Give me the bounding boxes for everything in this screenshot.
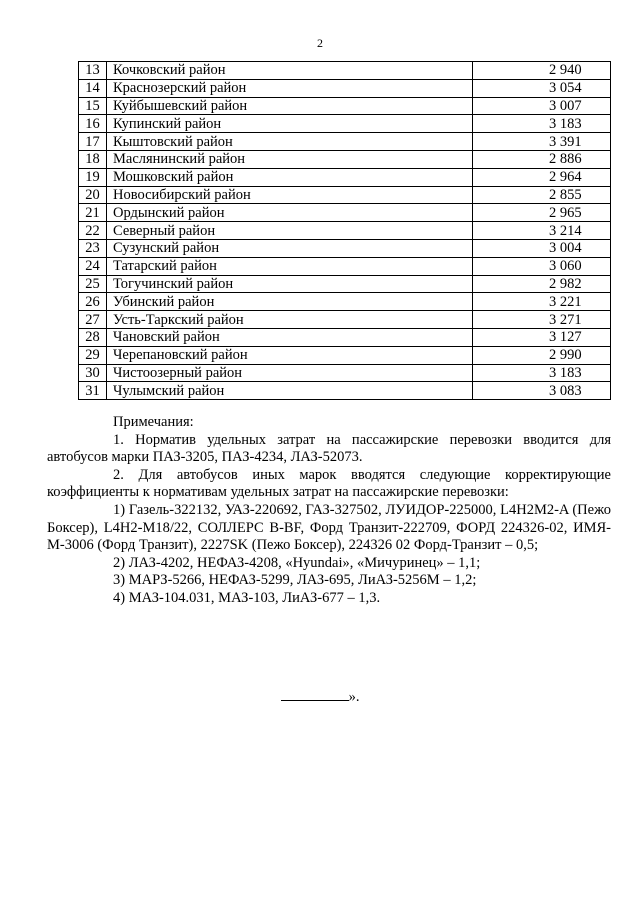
district-name: Черепановский район [107,346,473,364]
table-row [79,222,611,240]
table-body [79,62,611,400]
norm-value: 3 183 [473,115,611,133]
row-number: 27 [79,311,107,329]
row-number: 26 [79,293,107,311]
table-row [79,168,611,186]
row-number: 28 [79,328,107,346]
note-2-item-3: 3) МАРЗ-5266, НЕФАЗ-5299, ЛАЗ-695, ЛиАЗ-5256М – 1,2; [113,572,477,589]
row-number: 13 [79,62,107,80]
norm-value: 3 060 [473,257,611,275]
table-row [79,97,611,115]
page-number: 2 [317,36,323,50]
norm-value: 3 004 [473,239,611,257]
row-number: 14 [79,79,107,97]
table-row [79,346,611,364]
norm-value: 3 083 [473,382,611,400]
norm-value: 3 054 [473,79,611,97]
notes-section [47,414,611,608]
row-number: 29 [79,346,107,364]
note-2: 2. Для автобусов иных марок вводятся следующие корректирующие коэффициенты к нормативам удельных затрат на пассажирские перевозки: [47,466,611,501]
row-number: 24 [79,257,107,275]
row-number: 17 [79,133,107,151]
row-number: 21 [79,204,107,222]
district-name: Кочковский район [107,62,473,80]
district-name: Купинский район [107,115,473,133]
norm-value: 3 271 [473,311,611,329]
norm-value: 2 965 [473,204,611,222]
row-number: 18 [79,150,107,168]
table-row [79,293,611,311]
district-name: Татарский район [107,257,473,275]
note-2-item-2: 2) ЛАЗ-4202, НЕФАЗ-4208, «Hyundai», «Мичуринец» – 1,1; [113,554,481,571]
table-row [79,364,611,382]
closing-mark [0,688,640,706]
row-number: 30 [79,364,107,382]
district-name: Сузунский район [107,239,473,257]
row-number: 23 [79,239,107,257]
table-row [79,133,611,151]
norm-value: 2 940 [473,62,611,80]
norm-value: 2 982 [473,275,611,293]
norm-value: 2 886 [473,150,611,168]
district-name: Новосибирский район [107,186,473,204]
district-name: Куйбышевский район [107,97,473,115]
closing-quote: ». [348,689,360,705]
norm-value: 3 221 [473,293,611,311]
district-name: Кыштовский район [107,133,473,151]
note-1: 1. Норматив удельных затрат на пассажирские перевозки вводится для автобусов марки ПАЗ-3205, ПАЗ-4234, ЛАЗ-52073. [47,431,611,466]
table-row [79,311,611,329]
row-number: 19 [79,168,107,186]
table-row [79,62,611,80]
district-name: Ордынский район [107,204,473,222]
table-row [79,150,611,168]
table-row [79,275,611,293]
district-name: Северный район [107,222,473,240]
row-number: 15 [79,97,107,115]
table-row [79,79,611,97]
table-row [79,115,611,133]
row-number: 25 [79,275,107,293]
note-2-item-4: 4) МАЗ-104.031, МАЗ-103, ЛиАЗ-677 – 1,3. [113,589,381,606]
norm-value: 3 127 [473,328,611,346]
notes-heading: Примечания: [113,414,194,430]
table-row [79,186,611,204]
district-name: Чулымский район [107,382,473,400]
row-number: 22 [79,222,107,240]
district-name: Убинский район [107,293,473,311]
norm-value: 2 855 [473,186,611,204]
district-name: Чистоозерный район [107,364,473,382]
signature-line [281,688,349,701]
table-row [79,328,611,346]
norm-value: 3 391 [473,133,611,151]
norm-value: 3 007 [473,97,611,115]
table-row [79,382,611,400]
row-number: 20 [79,186,107,204]
district-name: Усть-Таркский район [107,311,473,329]
district-name: Мошковский район [107,168,473,186]
table-row [79,257,611,275]
norms-table [78,61,611,400]
district-name: Тогучинский район [107,275,473,293]
norm-value: 3 183 [473,364,611,382]
norm-value: 2 964 [473,168,611,186]
table-row [79,239,611,257]
row-number: 16 [79,115,107,133]
district-name: Маслянинский район [107,150,473,168]
district-name: Чановский район [107,328,473,346]
norm-value: 2 990 [473,346,611,364]
district-name: Краснозерский район [107,79,473,97]
note-2-item-1: 1) Газель-322132, УАЗ-220692, ГАЗ-327502, ЛУИДОР-225000, L4H2M2-A (Пежо Боксер), L4H2-M18/22, СОЛЛЕРС B-BF, Форд Транзит-222709, ФОРД 224326-02, ИМЯ-М-3006 (Форд Транзит), 2227SK (Пежо Боксер), 224326 02 Форд-Транзит – 0,5; [47,501,611,554]
norm-value: 3 214 [473,222,611,240]
table-row [79,204,611,222]
row-number: 31 [79,382,107,400]
